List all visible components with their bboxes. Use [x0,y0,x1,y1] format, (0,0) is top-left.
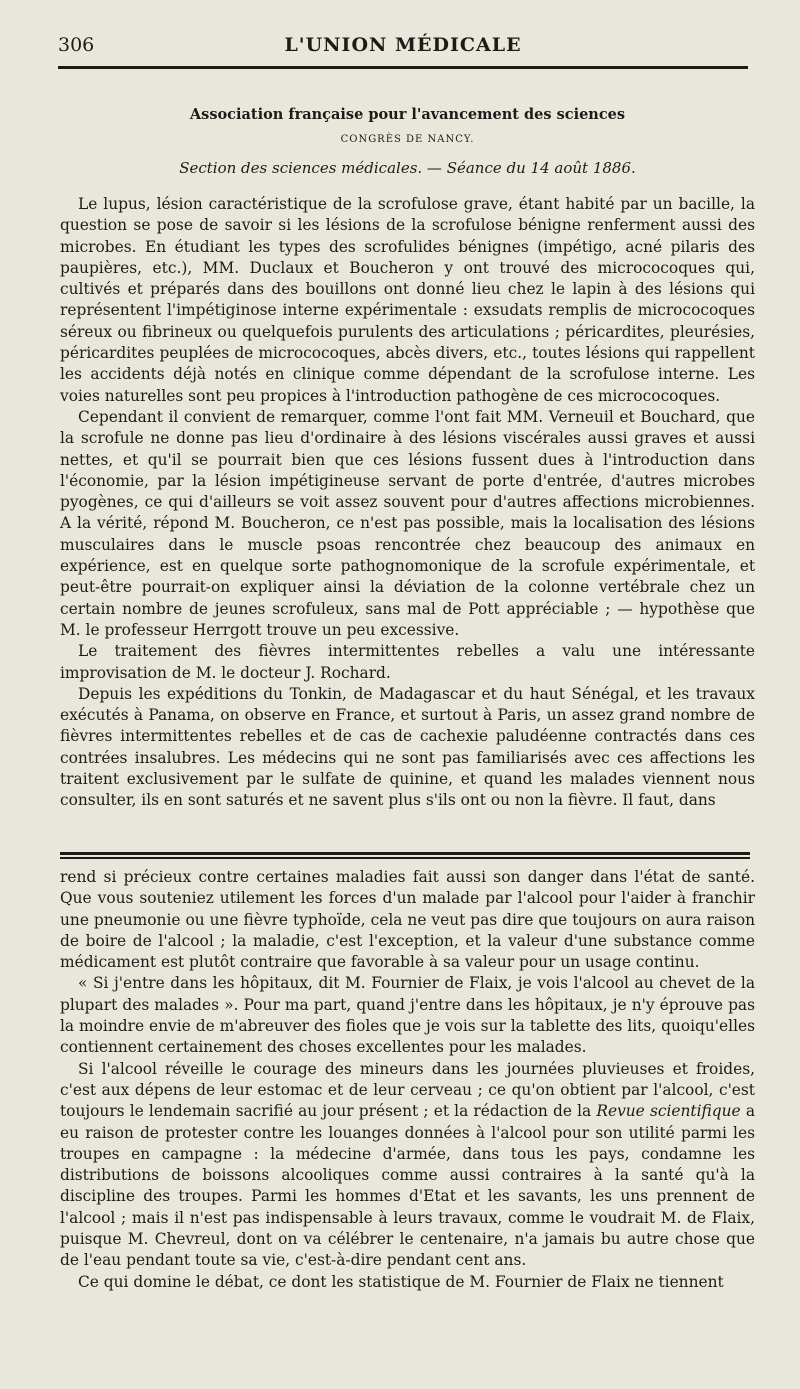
header-rule [58,66,748,69]
page-number: 306 [58,34,95,56]
journal-title: L'UNION MÉDICALE [284,34,522,56]
feuilleton-rule [60,852,750,855]
article-paragraph: Depuis les expéditions du Tonkin, de Madagascar et du haut Sénégal, et les travaux exécutés à Panama, on observe en France, et surtout à Paris, un assez grand nombre de fièvres intermittentes rebelles et de cas de cachexie paludéenne contractés dans ces contrées insalubres. Les médecins qui ne sont pas familiarisés avec ces affections les traitent exclusivement par le sulfate de quinine, et quand les malades viennent nous consulter, ils en sont saturés et ne savent plus s'ils ont ou non la fièvre. Il faut, dans [60,684,755,810]
feuilleton-paragraph: « Si j'entre dans les hôpitaux, dit M. Fournier de Flaix, je vois l'alcool au chevet de la plupart des malades ». Pour ma part, quand j'entre dans les hôpitaux, je n'y éprouve pas la moindre envie de m'abreuver des fioles que je vois sur la tablette des lits, quoiqu'elles contiennent certainement des choses excellentes pour les malades. [60,974,755,1057]
running-header [58,30,748,62]
congress-subtitle: CONGRÈS DE NANCY. [340,134,475,145]
article-paragraph: Le traitement des fièvres intermittentes rebelles a valu une intéressante improvisation de M. le docteur J. Rochard. [60,642,755,682]
paragraph-text: a eu raison de protester contre les louanges données à l'alcool pour son utilité parmi les troupes en campagne : la médecine d'armée, dans tous les pays, condamne les distributions de boissons alcooliques comme aussi contraires à la santé qu'à la discipline des troupes. Parmi les hommes d'Etat et les savants, les uns prennent de l'alcool ; mais il n'est pas indispensable à leurs travaux, comme le voudrait M. de Flaix, puisque M. Chevreul, dont on va célébrer le centenaire, n'a jamais bu autre chose que de l'eau pendant toute sa vie, c'est-à-dire pendant cent ans. [60,1102,755,1270]
journal-name: Revue scientifique [596,1102,741,1121]
section-heading: Section des sciences médicales. — Séance du 14 août 1886. [179,159,636,177]
article-column [60,76,755,812]
feuilleton-paragraph: Ce qui domine le débat, ce dont les statistique de M. Fournier de Flaix ne tiennent [78,1272,724,1291]
article-paragraph: Le lupus, lésion caractéristique de la scrofulose grave, étant habité par un bacille, la question se pose de savoir si les lésions de la scrofulose bénigne renferment aussi des microbes. En étudiant les types des scrofulides bénignes (impétigo, acné pilaris des paupières, etc.), MM. Duclaux et Boucheron y ont trouvé des micrococoques qui, cultivés et préparés dans des bouillons ont donné lieu chez le lapin à des lésions qui représentent l'impétiginose interne expérimentale : exsudats remplis de micrococoques séreux ou fibrineux ou quelquefois purulents des articulations ; péricardites, pleurésies, péricardites peuplées de micrococoques, abcès divers, etc., toutes lésions qui rappellent les accidents déjà notés en clinique comme dépendant de la scrofulose interne. Les voies naturelles sont peu propices à l'introduction pathogène de ces micrococoques. [60,195,755,405]
feuilleton-rule-top [60,857,750,859]
paragraph-text: Si l'alcool réveille le courage des mineurs dans les journées pluvieuses et froides, c'est aux dépens de leur estomac et de leur cerveau ; ce qu'on obtient par l'alcool, c'est toujours le lendemain sacrifié au jour présent ; et la rédaction de la [60,1059,755,1121]
article-title: Association française pour l'avancement des sciences [189,106,626,123]
feuilleton-paragraph [60,1059,755,1272]
feuilleton-column [60,867,755,1293]
article-paragraph: Cependant il convient de remarquer, comme l'ont fait MM. Verneuil et Bouchard, que la scrofule ne donne pas lieu d'ordinaire à des lésions viscérales aussi graves et aussi nettes, et qu'il se pourrait bien que ces lésions fussent dues à l'introduction dans l'économie, par la lésion impétigineuse servant de porte d'entrée, d'autres microbes pyogènes, ce qui d'ailleurs se voit assez souvent pour d'autres affections microbiennes. A la vérité, répond M. Boucheron, ce n'est pas possible, mais la localisation des lésions musculaires dans le muscle psoas rencontrée chez beaucoup des animaux en expérience, est en quelque sorte pathognomonique de la scrofule expérimentale, et peut-être pourrait-on expliquer ainsi la déviation de la colonne vertébrale chez un certain nombre de jeunes scrofuleux, sans mal de Pott appréciable ; — hypothèse que M. le professeur Herrgott trouve un peu excessive. [60,407,755,639]
feuilleton-paragraph: rend si précieux contre certaines maladies fait aussi son danger dans l'état de santé. Que vous souteniez utilement les forces d'un malade par l'alcool pour l'aider à franchir une pneumonie ou une fièvre typhoïde, cela ne veut pas dire que toujours on aura raison de boire de l'alcool ; la maladie, c'est l'exception, et la valeur d'une substance comme médicament est plutôt contraire que favorable à sa valeur pour un usage continu. [60,868,755,972]
